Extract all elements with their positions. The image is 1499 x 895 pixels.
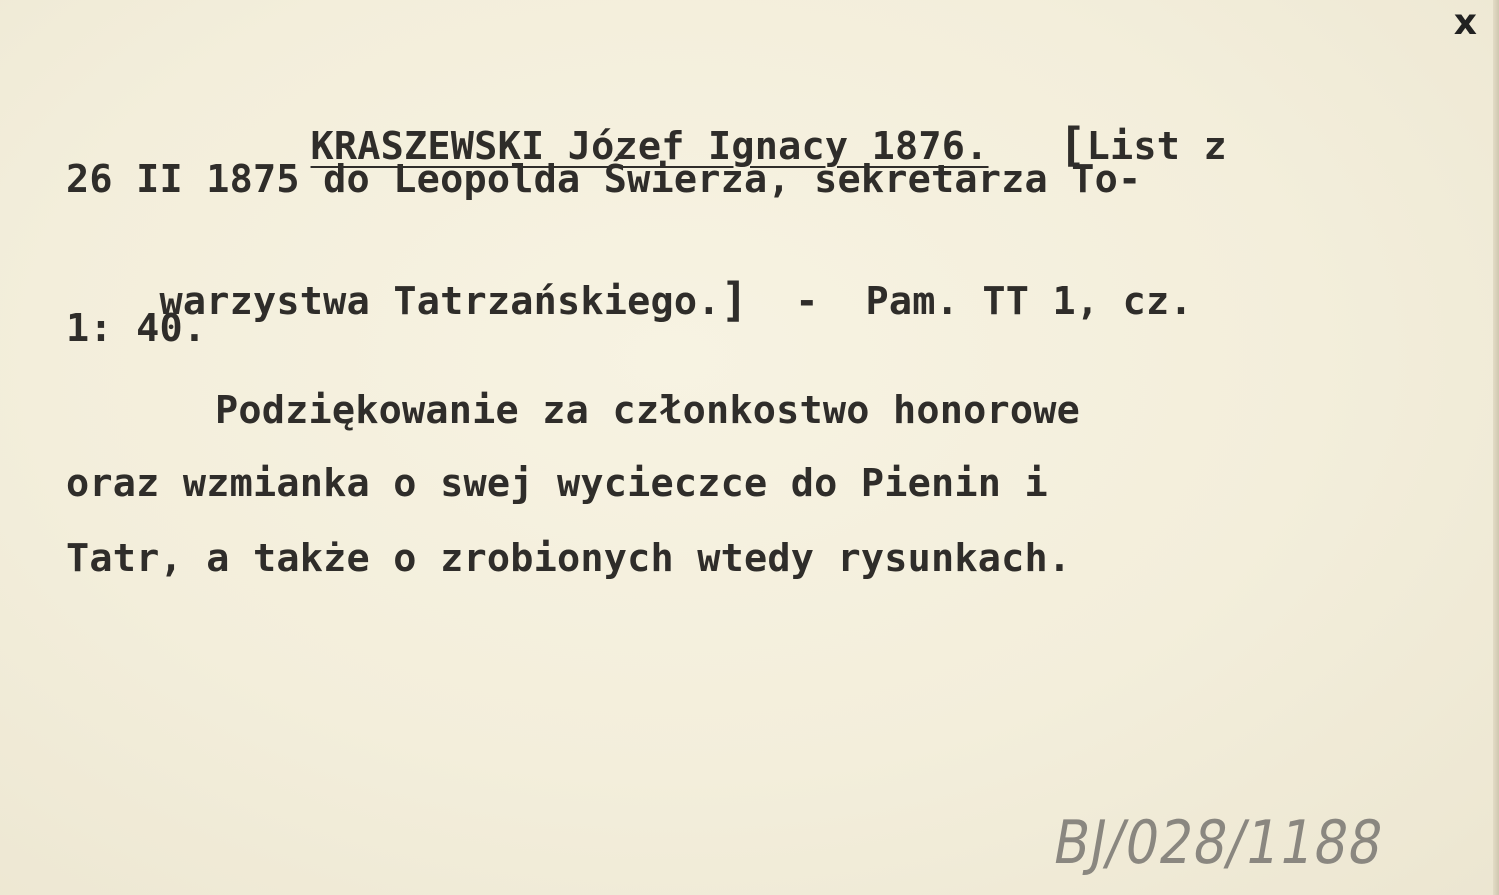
source-reference: - Pam. TT 1, cz.: [748, 278, 1193, 324]
entry-line-2: 26 II 1875 do Leopolda Świerza, sekretarza To-: [66, 157, 1142, 202]
entry-line-3: warzystwa Tatrzańskiego.: [159, 278, 721, 324]
annotation-line-1: Podziękowanie za członkostwo honorowe: [215, 388, 1081, 433]
annotation-line-3: Tatr, a także o zrobionych wtedy rysunkach.: [66, 536, 1072, 581]
annotation-line-2: oraz wzmianka o swej wycieczce do Pienin i: [66, 461, 1048, 506]
entry-line-4: 1: 40.: [66, 306, 207, 351]
handwritten-catalog-number: BJ/028/1188: [1048, 809, 1389, 878]
open-bracket: [: [1058, 117, 1087, 172]
entry-line-3-row: [66, 238, 1193, 361]
delete-mark: x: [1453, 2, 1477, 43]
entry-line-1: List z: [1086, 123, 1227, 169]
card-edge: [1493, 0, 1499, 895]
entry-heading: KRASZEWSKI Józef Ignacy 1876.: [310, 123, 989, 169]
bleed-through-top: [600, 0, 620, 23]
close-bracket: ]: [720, 272, 749, 327]
